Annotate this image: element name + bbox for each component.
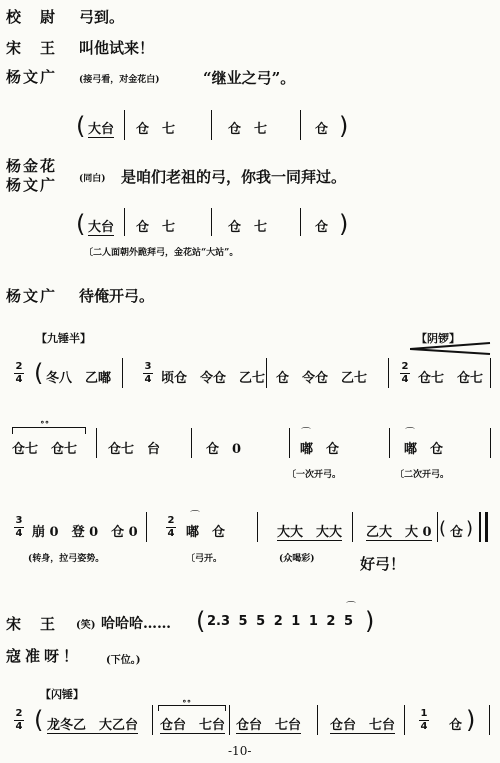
section-label: 【阴锣】 <box>416 332 460 345</box>
perc-cell: 嘟 仓 <box>186 525 226 540</box>
stage-direction: 〔一次开弓。 <box>287 470 342 480</box>
line-text: 待俺开弓。 <box>79 287 155 305</box>
stage-direction: (下位。) <box>106 655 141 666</box>
page-number: -10- <box>228 744 252 758</box>
perc-cell: 仓 <box>450 525 464 540</box>
line-text: 弓到。 <box>79 8 125 26</box>
perc-cell: 仓 <box>315 122 329 137</box>
perc-cell: 仓七 仓七 <box>12 442 78 457</box>
perc-cell: 冬八 乙嘟 <box>46 371 112 386</box>
crescendo-mark <box>410 342 492 356</box>
stage-direction: (转身，拉弓姿势。 <box>28 554 105 564</box>
perc-cell: 仓台 七台 <box>236 714 301 734</box>
perc-cell: 仓 七 <box>136 122 176 137</box>
role-yangwenguang: 杨文广 <box>6 68 58 86</box>
perc-cell: 仓七 仓七 <box>418 371 484 386</box>
perc-cell: 仓台 七台 <box>160 714 225 734</box>
perc-cell: 仓 七 <box>136 220 176 235</box>
perc-cell: 龙冬乙 大乙台 <box>47 714 138 734</box>
perc-cell: 仓 0 <box>206 442 242 457</box>
section-label: 【九锤半】 <box>36 332 91 345</box>
perc-cell: 乙大 大 0 <box>366 521 432 541</box>
perc-cell: 顷仓 令仓 乙七 <box>161 371 266 386</box>
role-yangwenguang: 杨文广 <box>6 176 58 194</box>
perc-cell: 仓台 七台 <box>330 714 395 734</box>
perc-cell: 嘟 仓 <box>300 442 340 457</box>
line-text: “继业之弓”。 <box>203 69 296 87</box>
role-xiaowei: 校 尉 <box>6 8 58 26</box>
perc-cell: 仓 <box>449 718 463 733</box>
score-page: 校 尉 弓到。 宋 王 叫他试来！ 杨文广 (接弓看，对金花白) “继业之弓”。 ( 大台 仓 七 仓 七 仓 ) 杨金花 杨文广 (同白) 是咱们老祖的弓，你我一同拜过。 ( 大台 仓 七 仓 七 仓 ) 〔二人面朝外跪拜弓，金花站“大站”。 杨文广 待俺开弓。 【九锤半】 【阴锣】 2 4 ( 冬八 乙嘟 3 4 顷仓 令仓 乙七 仓 令仓 乙七 2 4 仓七 仓七 ∘∘ 仓七 仓七 仓七 台 仓 0 ⌒ 嘟 仓 ⌒ 嘟 仓 〔一次开弓。 〔二次开弓。 3 4 崩 0 登 0 仓 0 2 4 ⌒ 嘟 仓 大大 大大 乙大 大 0 ( 仓 ) (转身，拉弓姿势。 〔弓开。 (众喝彩) 好弓！ 宋 王 (笑) 哈哈哈…… ( 2.3 5 5 2 1 1 2 5 ⌒ ) 寇准呀！ (下位。) 【闪锤】 2 4 ( 龙冬乙 大乙台 ∘∘ 仓台 七台 仓台 七台 仓台 七台 1 4 仓 ) -10- <box>0 0 500 763</box>
line-text: 寇准呀！ <box>6 647 83 665</box>
stage-direction: 〔二次开弓。 <box>395 470 450 480</box>
perc-cell: 仓 七 <box>228 122 268 137</box>
stage-direction: (接弓看，对金花白) <box>79 75 160 85</box>
perc-cell: 嘟 仓 <box>404 442 444 457</box>
line-text: 哈哈哈…… <box>101 616 171 632</box>
perc-cell: 仓七 台 <box>108 442 161 457</box>
jianpu-notation: 2.3 5 5 2 1 1 2 5 <box>207 614 354 629</box>
perc-cell: 仓 令仓 乙七 <box>276 371 368 386</box>
role-yangwenguang: 杨文广 <box>6 287 58 305</box>
perc-cell: 大台 <box>88 216 114 236</box>
perc-cell: 大台 <box>88 118 114 138</box>
line-text: 叫他试来！ <box>79 39 155 57</box>
role-songwang: 宋 王 <box>6 39 58 57</box>
perc-cell: 仓 <box>315 220 329 235</box>
stage-direction: (同白) <box>79 174 106 184</box>
line-text: 是咱们老祖的弓，你我一同拜过。 <box>121 168 347 186</box>
shout-text: 好弓！ <box>360 555 406 573</box>
perc-cell: 仓 七 <box>228 220 268 235</box>
stage-direction: (笑) <box>76 620 96 631</box>
section-label: 【闪锤】 <box>40 688 84 701</box>
perc-cell: 大大 大大 <box>277 521 342 541</box>
stage-direction: (众喝彩) <box>279 554 315 564</box>
role-yangjinhua: 杨金花 <box>6 157 58 175</box>
role-songwang: 宋 王 <box>6 615 58 633</box>
perc-cell: 崩 0 登 0 仓 0 <box>32 525 138 540</box>
stage-direction: 〔二人面朝外跪拜弓，金花站“大站”。 <box>84 248 239 258</box>
stage-direction: 〔弓开。 <box>186 554 223 564</box>
